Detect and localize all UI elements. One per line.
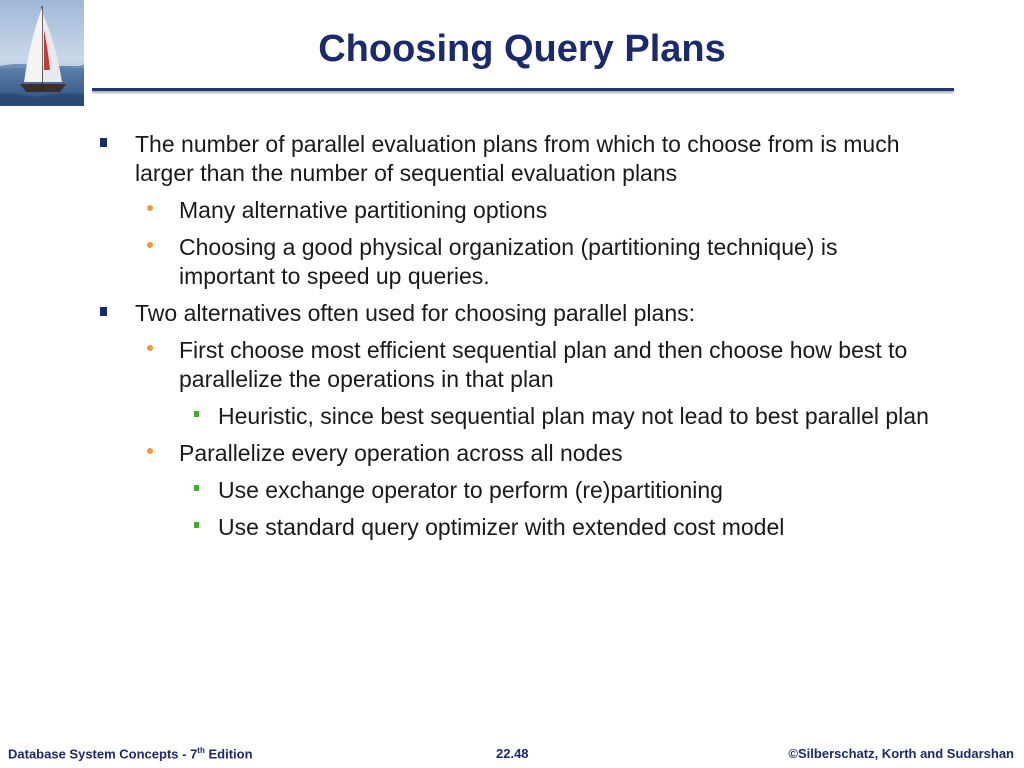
bullet-text: Parallelize every operation across all nodes [179,440,623,466]
dot-bullet-icon [147,242,153,248]
slide-title: Choosing Query Plans [318,28,726,70]
dot-bullet-icon [147,448,153,454]
slide-content [96,130,936,550]
bullet-level3 [96,402,936,431]
bullet-level2 [96,233,936,291]
bullet-level2 [96,336,936,394]
bullet-text: Two alternatives often used for choosing parallel plans: [135,300,695,326]
footer-copyright: ©Silberschatz, Korth and Sudarshan [788,746,1014,761]
bullet-text: Many alternative partitioning options [179,197,548,223]
bullet-level3 [96,476,936,505]
small-square-bullet-icon [194,485,199,491]
bullet-level1 [96,299,936,328]
footer-ordinal-suffix: th [197,746,205,755]
square-bullet-icon [100,138,107,147]
bullet-level2 [96,439,936,468]
sailboat-logo-icon [0,0,84,106]
footer-book-title-text: Database System Concepts - 7 [8,746,198,762]
bullet-text: Heuristic, since best sequential plan may not lead to best parallel plan [218,403,929,429]
title-divider [92,88,954,91]
bullet-level1 [96,130,936,188]
bullet-text: Use exchange operator to perform (re)partitioning [218,477,723,503]
slide-number: 22.48 [496,746,529,761]
footer-book-title [8,746,253,761]
bullet-text: The number of parallel evaluation plans from which to choose from is much larger than the number of sequential evaluation plans [135,131,900,186]
bullet-text: Choosing a good physical organization (partitioning technique) is important to speed up queries. [179,234,838,289]
dot-bullet-icon [147,345,153,351]
bullet-text: Use standard query optimizer with extended cost model [218,514,785,540]
bullet-level2 [96,196,936,225]
footer-edition-text: Edition [204,746,253,762]
bullet-level3 [96,513,936,542]
small-square-bullet-icon [194,411,199,417]
bullet-text: First choose most efficient sequential plan and then choose how best to parallelize the operations in that plan [179,337,908,392]
dot-bullet-icon [147,205,153,211]
small-square-bullet-icon [194,522,199,528]
square-bullet-icon [100,307,107,316]
